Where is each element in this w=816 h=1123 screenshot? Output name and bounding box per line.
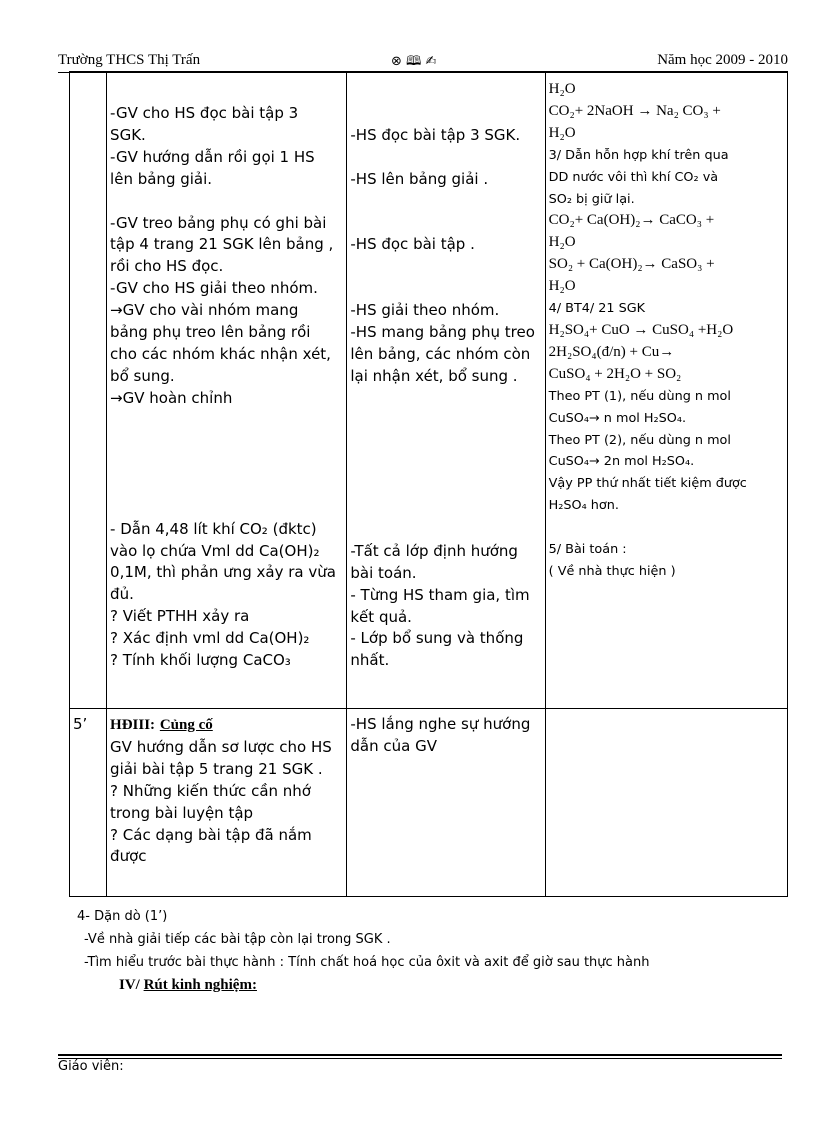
- list-item: H₂SO₄ hơn.: [548, 498, 619, 514]
- list-item: - Lớp bổ sung và thống: [350, 629, 524, 648]
- list-item: -HS lắng nghe sự hướng: [350, 715, 531, 733]
- list-item: Theo PT (2), nếu dùng n mol: [548, 432, 731, 448]
- section-prefix: HĐIII:: [110, 717, 156, 733]
- homework-heading: 4- Dặn dò (1’): [77, 909, 168, 924]
- list-item: 3/ Dẫn hỗn hợp khí trên qua: [548, 147, 729, 163]
- lesson-table: [69, 71, 788, 897]
- school-year: Năm học 2009 - 2010: [657, 52, 788, 68]
- section-title: Củng cố: [159, 717, 213, 733]
- list-item: SO₂ + Ca(OH)₂→ CaSO₃ +: [548, 256, 715, 273]
- list-item: ? Các dạng bài tập đã nắm: [110, 825, 312, 844]
- list-item: nhất.: [350, 651, 390, 670]
- page-header: [58, 52, 788, 72]
- teacher-activity-cell: [107, 72, 347, 709]
- list-item: GV hướng dẫn sơ lược cho HS: [110, 737, 332, 756]
- student-activity-cell: [347, 72, 545, 709]
- student-activity-list: [347, 72, 544, 388]
- student-activity-list-2: [347, 388, 544, 672]
- list-item: 5/ Bài toán :: [548, 542, 627, 558]
- footer-rule: [58, 1054, 782, 1056]
- list-item: ? Viết PTHH xảy ra: [110, 607, 250, 626]
- list-item: H₂SO₄+ CuO → CuSO₄ +H₂O: [548, 321, 734, 338]
- section-heading: [110, 714, 344, 737]
- teacher-activity-list: [107, 72, 346, 410]
- list-item: kết quả.: [350, 607, 412, 626]
- list-item: dẫn của GV: [350, 736, 437, 755]
- list-item: -GV hướng dẫn rồi gọi 1 HS: [110, 147, 315, 166]
- list-item: DD nước vôi thì khí CO₂ và: [548, 169, 719, 185]
- list-item: CuSO₄→ 2n mol H₂SO₄.: [548, 454, 695, 470]
- list-item: Vậy PP thứ nhất tiết kiệm được: [548, 476, 747, 492]
- list-item: trong bài luyện tập: [110, 803, 254, 822]
- experience-title: Rút kinh nghiệm:: [143, 977, 257, 993]
- listen-list: [347, 709, 544, 758]
- list-item: ? Xác định vml dd Ca(OH)₂: [110, 629, 310, 648]
- list-item: 0,1M, thì phản ưng xảy ra vừa: [110, 563, 336, 582]
- list-item: -GV cho HS giải theo nhóm.: [110, 279, 318, 298]
- time-value: 5’: [73, 715, 88, 733]
- list-item: lên bảng giải.: [110, 169, 213, 188]
- teacher-activity-cell: [107, 709, 347, 897]
- list-item: CuSO₄ + 2H₂O + SO₂: [548, 365, 682, 382]
- consolidation-list: [107, 709, 346, 868]
- list-item: bổ sung.: [110, 366, 175, 385]
- teacher-label: Giáo viên:: [58, 1059, 124, 1074]
- list-item: lại nhận xét, bổ sung .: [350, 366, 518, 385]
- list-item: vào lọ chứa Vml dd Ca(OH)₂: [110, 541, 320, 560]
- list-item: -HS lên bảng giải .: [350, 169, 489, 188]
- exercise-5-list: [107, 410, 346, 672]
- list-item: rồi cho HS đọc.: [110, 257, 224, 276]
- list-item: -HS giải theo nhóm.: [350, 301, 500, 320]
- list-item: tập 4 trang 21 SGK lên bảng ,: [110, 235, 334, 254]
- list-item: CO₂+ 2NaOH → Na₂ CO₃ +: [548, 102, 721, 119]
- list-item: CO₂+ Ca(OH)₂→ CaCO₃ +: [548, 212, 715, 229]
- list-item: -HS mang bảng phụ treo: [350, 323, 535, 342]
- list-item: bảng phụ treo lên bảng rồi: [110, 323, 311, 342]
- list-item: Theo PT (1), nếu dùng n mol: [548, 388, 731, 404]
- list-item: ? Những kiến thức cần nhớ: [110, 781, 311, 800]
- list-item: đủ.: [110, 585, 134, 604]
- list-item: →GV hoàn chỉnh: [110, 388, 233, 407]
- time-cell: [70, 72, 107, 709]
- table-row: [70, 72, 788, 709]
- experience-prefix: IV/: [119, 977, 140, 993]
- list-item: H₂O: [548, 81, 576, 97]
- list-item: - Dẫn 4,48 lít khí CO₂ (đktc): [110, 519, 317, 538]
- list-item: giải bài tập 5 trang 21 SGK .: [110, 759, 323, 778]
- list-item: được: [110, 847, 147, 866]
- content-cell: [545, 709, 787, 897]
- list-item: cho các nhóm khác nhận xét,: [110, 344, 331, 363]
- list-item: -GV treo bảng phụ có ghi bài: [110, 213, 327, 232]
- list-item: - Từng HS tham gia, tìm: [350, 585, 530, 604]
- footer-rule-thin: [58, 1058, 782, 1059]
- list-item: ? Tính khối lượng CaCO₃: [110, 651, 291, 670]
- time-cell: [70, 709, 107, 897]
- content-cell: [545, 72, 787, 709]
- list-item: →GV cho vài nhóm mang: [110, 301, 299, 320]
- content-list: [546, 72, 787, 583]
- list-item: -Tất cả lớp định hướng: [350, 541, 518, 560]
- list-item: -HS đọc bài tập .: [350, 235, 475, 254]
- table-row: [70, 709, 788, 897]
- list-item: H₂O: [548, 234, 576, 251]
- list-item: 4/ BT4/ 21 SGK: [548, 301, 646, 317]
- list-item: SGK.: [110, 125, 146, 144]
- list-item: bài toán.: [350, 563, 417, 582]
- list-item: H₂O: [548, 124, 576, 141]
- list-item: SO₂ bị giữ lại.: [548, 191, 635, 207]
- header-ornament-icon: ⊗ 🕮 ✍: [391, 54, 437, 69]
- list-item: 2H₂SO₄(đ/n) + Cu→: [548, 343, 675, 360]
- student-activity-cell: [347, 709, 545, 897]
- experience-heading: [119, 974, 650, 997]
- list-item: CuSO₄→ n mol H₂SO₄.: [548, 410, 687, 426]
- list-item: H₂O: [548, 278, 576, 295]
- homework-notes: [77, 905, 650, 997]
- list-item: ( Về nhà thực hiện ): [548, 563, 676, 579]
- list-item: -GV cho HS đọc bài tập 3: [110, 104, 299, 122]
- list-item: lên bảng, các nhóm còn: [350, 344, 531, 363]
- school-name: Trường THCS Thị Trấn: [58, 52, 201, 68]
- homework-item: -Về nhà giải tiếp các bài tập còn lại trong SGK .: [84, 932, 391, 947]
- homework-item: -Tìm hiểu trước bài thực hành : Tính chất hoá học của ôxit và axit để giờ sau thực hành: [84, 955, 650, 970]
- list-item: -HS đọc bài tập 3 SGK.: [350, 126, 521, 144]
